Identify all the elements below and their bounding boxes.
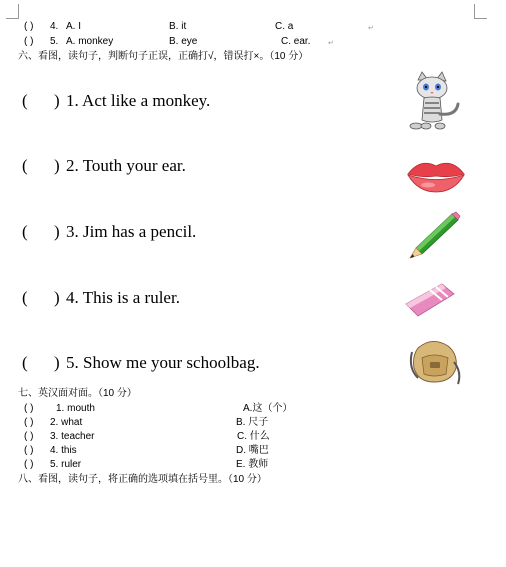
cat-icon: [406, 70, 464, 132]
crop-mark-top-right: [474, 4, 487, 19]
chinese-meaning: C. 什么: [237, 431, 270, 442]
option-a: A. I: [66, 21, 82, 32]
paren-close: ): [54, 156, 60, 175]
chinese-meaning: E. 教师: [236, 459, 269, 470]
paragraph-mark: ↵: [328, 40, 334, 47]
part6-title: 六、看图，读句子，判断句子正误，正确打√，错误打×。（10 分）: [18, 51, 309, 62]
paren-close: ): [54, 288, 60, 307]
paren-open: (: [22, 353, 28, 372]
option-b: B. it: [169, 21, 187, 32]
paren-open: (: [22, 91, 28, 110]
english-word: 1. mouth: [56, 403, 95, 414]
chinese-meaning: A.这（个）: [243, 403, 293, 414]
answer-paren[interactable]: ( ): [24, 445, 34, 456]
answer-paren[interactable]: ( ): [24, 431, 34, 442]
paren-close: ): [54, 91, 60, 110]
paren-close: ): [54, 353, 60, 372]
eraser-icon: [402, 280, 456, 320]
question-number: 4.: [50, 21, 59, 32]
english-word: 4. this: [50, 445, 77, 456]
schoolbag-icon: [408, 338, 464, 386]
sentence: 5. Show me your schoolbag.: [66, 353, 260, 372]
paragraph-mark: ↵: [368, 25, 374, 32]
option-c: C. a: [275, 21, 294, 32]
paren-open: (: [22, 288, 28, 307]
answer-paren[interactable]: ( ): [24, 417, 34, 428]
question-number: 5.: [50, 36, 59, 47]
lips-icon: [406, 158, 466, 194]
paren-open: (: [22, 156, 28, 175]
option-a: A. monkey: [66, 36, 114, 47]
sentence: 1. Act like a monkey.: [66, 91, 211, 110]
answer-paren[interactable]: ( ): [24, 21, 34, 32]
paren-open: (: [22, 222, 28, 241]
answer-paren[interactable]: ( ): [24, 36, 34, 47]
sentence: 4. This is a ruler.: [66, 288, 180, 307]
chinese-meaning: D. 嘴巴: [236, 445, 269, 456]
part8-title: 八、看图，读句子，将正确的选项填在括号里。（10 分）: [18, 474, 267, 485]
answer-paren[interactable]: ( ): [24, 459, 34, 470]
pencil-icon: [408, 212, 460, 260]
option-b: B. eye: [169, 36, 198, 47]
english-word: 3. teacher: [50, 431, 95, 442]
english-word: 5. ruler: [50, 459, 82, 470]
crop-mark-top-left: [6, 4, 19, 19]
english-word: 2. what: [50, 417, 83, 428]
part7-title: 七、英汉面对面。（10 分）: [18, 388, 137, 399]
paren-close: ): [54, 222, 60, 241]
answer-paren[interactable]: ( ): [24, 403, 34, 414]
option-c: C. ear.: [281, 36, 311, 47]
sentence: 3. Jim has a pencil.: [66, 222, 197, 241]
sentence: 2. Touth your ear.: [66, 156, 186, 175]
chinese-meaning: B. 尺子: [236, 417, 269, 428]
